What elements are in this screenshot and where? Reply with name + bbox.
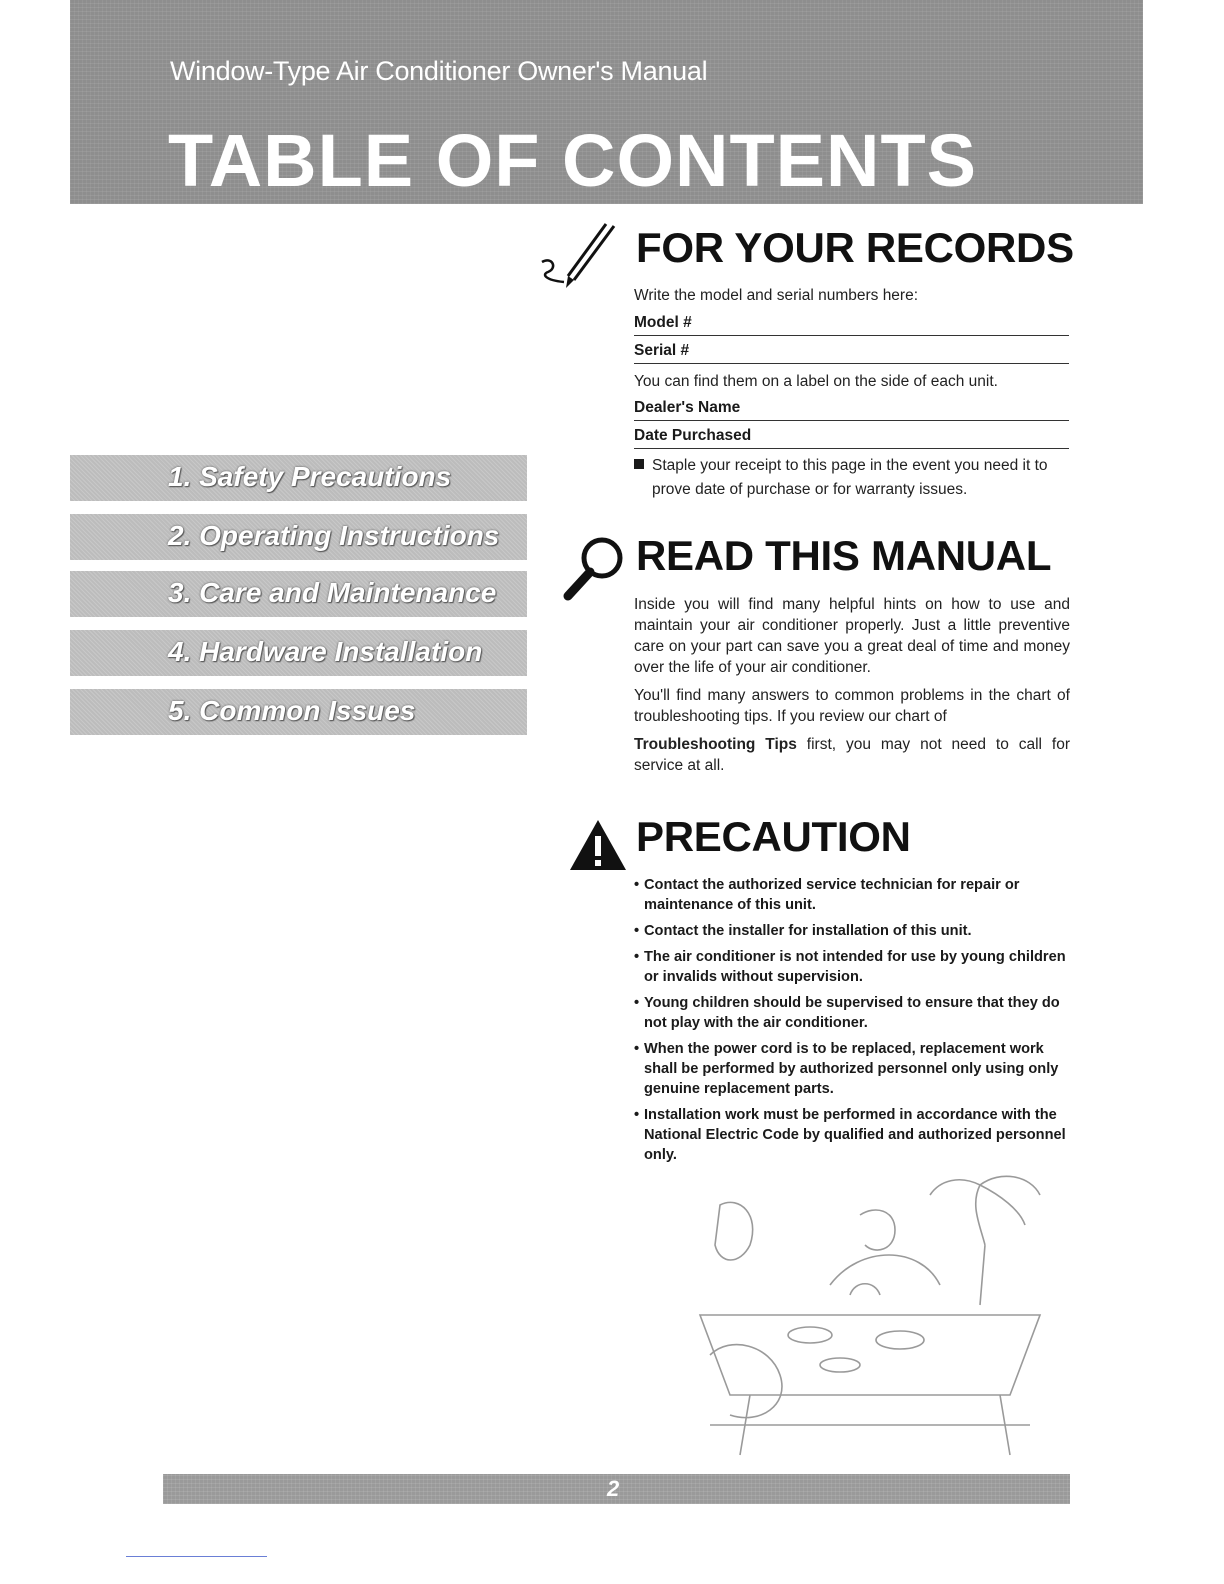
toc-item-label: 3. Care and Maintenance bbox=[168, 577, 497, 608]
warning-icon bbox=[568, 818, 628, 872]
read-manual-paragraph-3-text: first, you may not need to call for service at all. bbox=[634, 736, 1070, 774]
records-intro: Write the model and serial numbers here: bbox=[634, 287, 919, 304]
date-purchased-label: Date Purchased bbox=[634, 427, 752, 444]
serial-field[interactable] bbox=[634, 340, 1069, 364]
dealer-name-label: Dealer's Name bbox=[634, 399, 741, 416]
model-label: Model # bbox=[634, 314, 692, 331]
serial-label: Serial # bbox=[634, 342, 690, 359]
precaution-list bbox=[634, 875, 1070, 1171]
toc-item-label: 5. Common Issues bbox=[168, 695, 416, 726]
family-picnic-illustration bbox=[680, 1165, 1060, 1465]
model-field[interactable] bbox=[634, 312, 1069, 336]
precaution-heading: PRECAUTION bbox=[636, 813, 911, 860]
toc-item-safety-precautions[interactable] bbox=[70, 455, 527, 501]
records-heading: FOR YOUR RECORDS bbox=[636, 224, 1074, 271]
precaution-item: • Contact the installer for installation of this unit. bbox=[634, 921, 1070, 941]
toc-item-common-issues[interactable] bbox=[70, 689, 527, 735]
pen-icon bbox=[538, 222, 618, 292]
toc-item-operating-instructions[interactable] bbox=[70, 514, 527, 560]
precaution-item: • When the power cord is to be replaced, replacement work shall be performed by authorized personnel only using only genuine replacement parts. bbox=[634, 1039, 1070, 1099]
dealer-name-field[interactable] bbox=[634, 397, 1069, 421]
read-manual-paragraph-1: Inside you will find many helpful hints on how to use and maintain your air conditioner properly. Just a little preventive care on your part can save you a great deal of time and money over the life of your air conditioner. bbox=[634, 596, 1070, 676]
staple-receipt-note: Staple your receipt to this page in the event you need it to prove date of purchase or for warranty issues. bbox=[652, 457, 1048, 498]
page-title: TABLE OF CONTENTS bbox=[168, 119, 978, 202]
toc-item-label: 1. Safety Precautions bbox=[168, 461, 452, 492]
manual-subtitle: Window-Type Air Conditioner Owner's Manual bbox=[170, 56, 708, 86]
toc-item-label: 4. Hardware Installation bbox=[168, 636, 483, 667]
read-manual-paragraph-3 bbox=[634, 734, 1070, 776]
toc-item-care-and-maintenance[interactable] bbox=[70, 571, 527, 617]
precaution-item: • Contact the authorized service technician for repair or maintenance of this unit. bbox=[634, 875, 1070, 915]
magnifier-icon bbox=[560, 532, 630, 602]
precaution-item: • Installation work must be performed in accordance with the National Electric Code by qualified and authorized personnel only. bbox=[634, 1105, 1070, 1165]
read-manual-heading: READ THIS MANUAL bbox=[636, 532, 1052, 579]
date-purchased-field[interactable] bbox=[634, 425, 1069, 449]
read-manual-paragraph-2: You'll find many answers to common problems in the chart of troubleshooting tips. If you review our chart of bbox=[634, 687, 1070, 725]
troubleshooting-tips-label: Troubleshooting Tips bbox=[634, 736, 797, 753]
label-location-note: You can find them on a label on the side of each unit. bbox=[634, 373, 998, 390]
toc-item-label: 2. Operating Instructions bbox=[168, 520, 500, 551]
toc-item-hardware-installation[interactable] bbox=[70, 630, 527, 676]
bottom-rule bbox=[126, 1556, 267, 1557]
precaution-item: • The air conditioner is not intended for use by young children or invalids without supervision. bbox=[634, 947, 1070, 987]
precaution-item: • Young children should be supervised to ensure that they do not play with the air conditioner. bbox=[634, 993, 1070, 1033]
bullet-square bbox=[634, 459, 644, 469]
page-number: 2 bbox=[607, 1476, 620, 1501]
